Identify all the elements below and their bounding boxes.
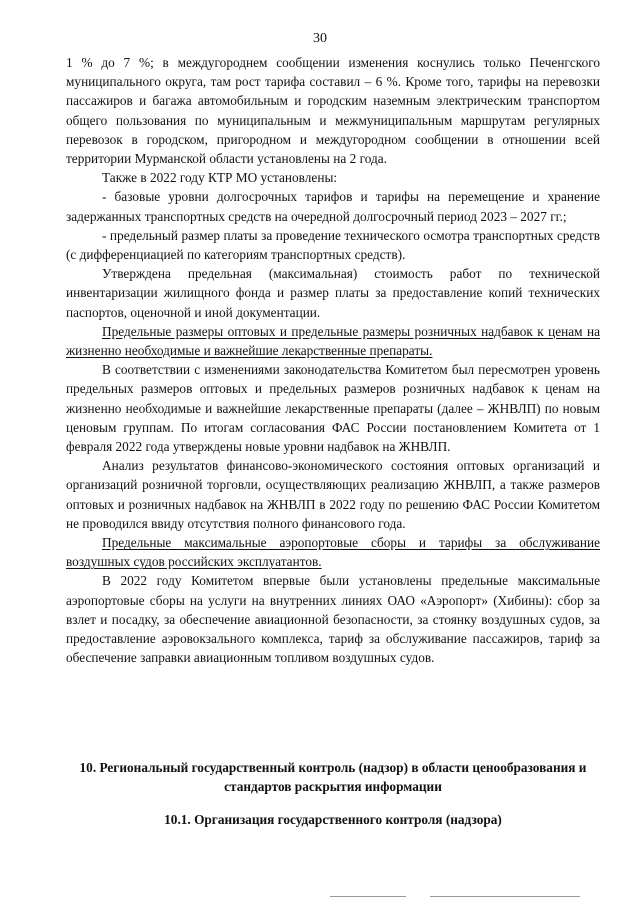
list-item-inspection-fee: - предельный размер платы за проведение технического осмотра транспортных средств (с дифференциацией по категориям транспортных средств). (66, 227, 600, 263)
list-item-base-tariffs: - базовые уровни долгосрочных тарифов и тарифы на перемещение и хранение задержанных транспортных средств на очередной долгосрочный период 2023 – 2027 гг.; (66, 189, 600, 224)
paragraph-drug-markup-revision: В соответствии с изменениями законодательства Комитетом был пересмотрен уровень предельных размеров оптовых и предельных размеров розничных надбавок к ценам на жизненно необходимые и важнейшие лекарственные препараты (далее – ЖНВЛП) по новым ценовым группам. По итогам согласования ФАС России постановлением Комитета от 1 февраля 2022 года утверждены новые уровни надбавок на ЖНВЛП. (66, 362, 600, 455)
paragraph-tariff-continuation: 1 % до 7 %; в междугороднем сообщении изменения коснулись только Печенгского муниципального округа, там рост тарифа составил – 6 %. Кроме того, тарифы на перевозки пассажиров и багажа автомобильным и городским наземным электрическим транспортом общего пользования по муниципальным и межмуниципальным маршрутам регулярных перевозок в городском, пригородном и междугородном сообщении в отношении всей территории Мурманской области установлены на 2 года. (66, 55, 600, 167)
section-heading: 10. Региональный государственный контроль (надзор) в области ценообразования и стандартов раскрытия информации (79, 760, 587, 795)
scan-artifact-line (330, 896, 406, 897)
paragraph-inventory-cost: Утверждена предельная (максимальная) стоимость работ по технической инвентаризации жилищного фонда и размер платы за предоставление копий технических паспортов, оценочной и иной документации. (66, 266, 600, 320)
subsection-heading: 10.1. Организация государственного контроля (надзора) (164, 812, 502, 828)
paragraph-airport-charges: В 2022 году Комитетом впервые были установлены предельные максимальные аэропортовые сборы на услуги на внутренних линиях ОАО «Аэропорт» (Хибины): сбор за взлет и посадку, за обеспечение авиационной безопасности, за стоянку воздушных судов, за предоставление аэровокзального комплекса, тариф за обслуживание пассажиров, тариф за обеспечение заправки авиационным топливом воздушных судов. (66, 573, 600, 666)
subtitle-drug-markups: Предельные размеры оптовых и предельные размеры розничных надбавок к ценам на жизненно необходимые и важнейшие лекарственные препараты. (66, 323, 600, 359)
scan-artifact-line (430, 896, 580, 897)
page-number: 30 (313, 31, 327, 46)
body-text (66, 53, 600, 668)
subtitle-airport-charges: Предельные максимальные аэропортовые сборы и тарифы за обслуживание воздушных судов российских эксплуатантов. (66, 535, 600, 570)
paragraph-financial-analysis: Анализ результатов финансово-экономического состояния оптовых организаций и организаций розничной торговли, осуществляющих реализацию ЖНВЛП, а также размеров оптовых и розничных надбавок на ЖНВЛП в 2022 году по решению ФАС России Комитетом не проводился ввиду отсутствия полного финансового года. (66, 458, 600, 531)
section-headings (66, 758, 600, 830)
paragraph-ktr-intro: Также в 2022 году КТР МО установлены: (102, 170, 338, 186)
